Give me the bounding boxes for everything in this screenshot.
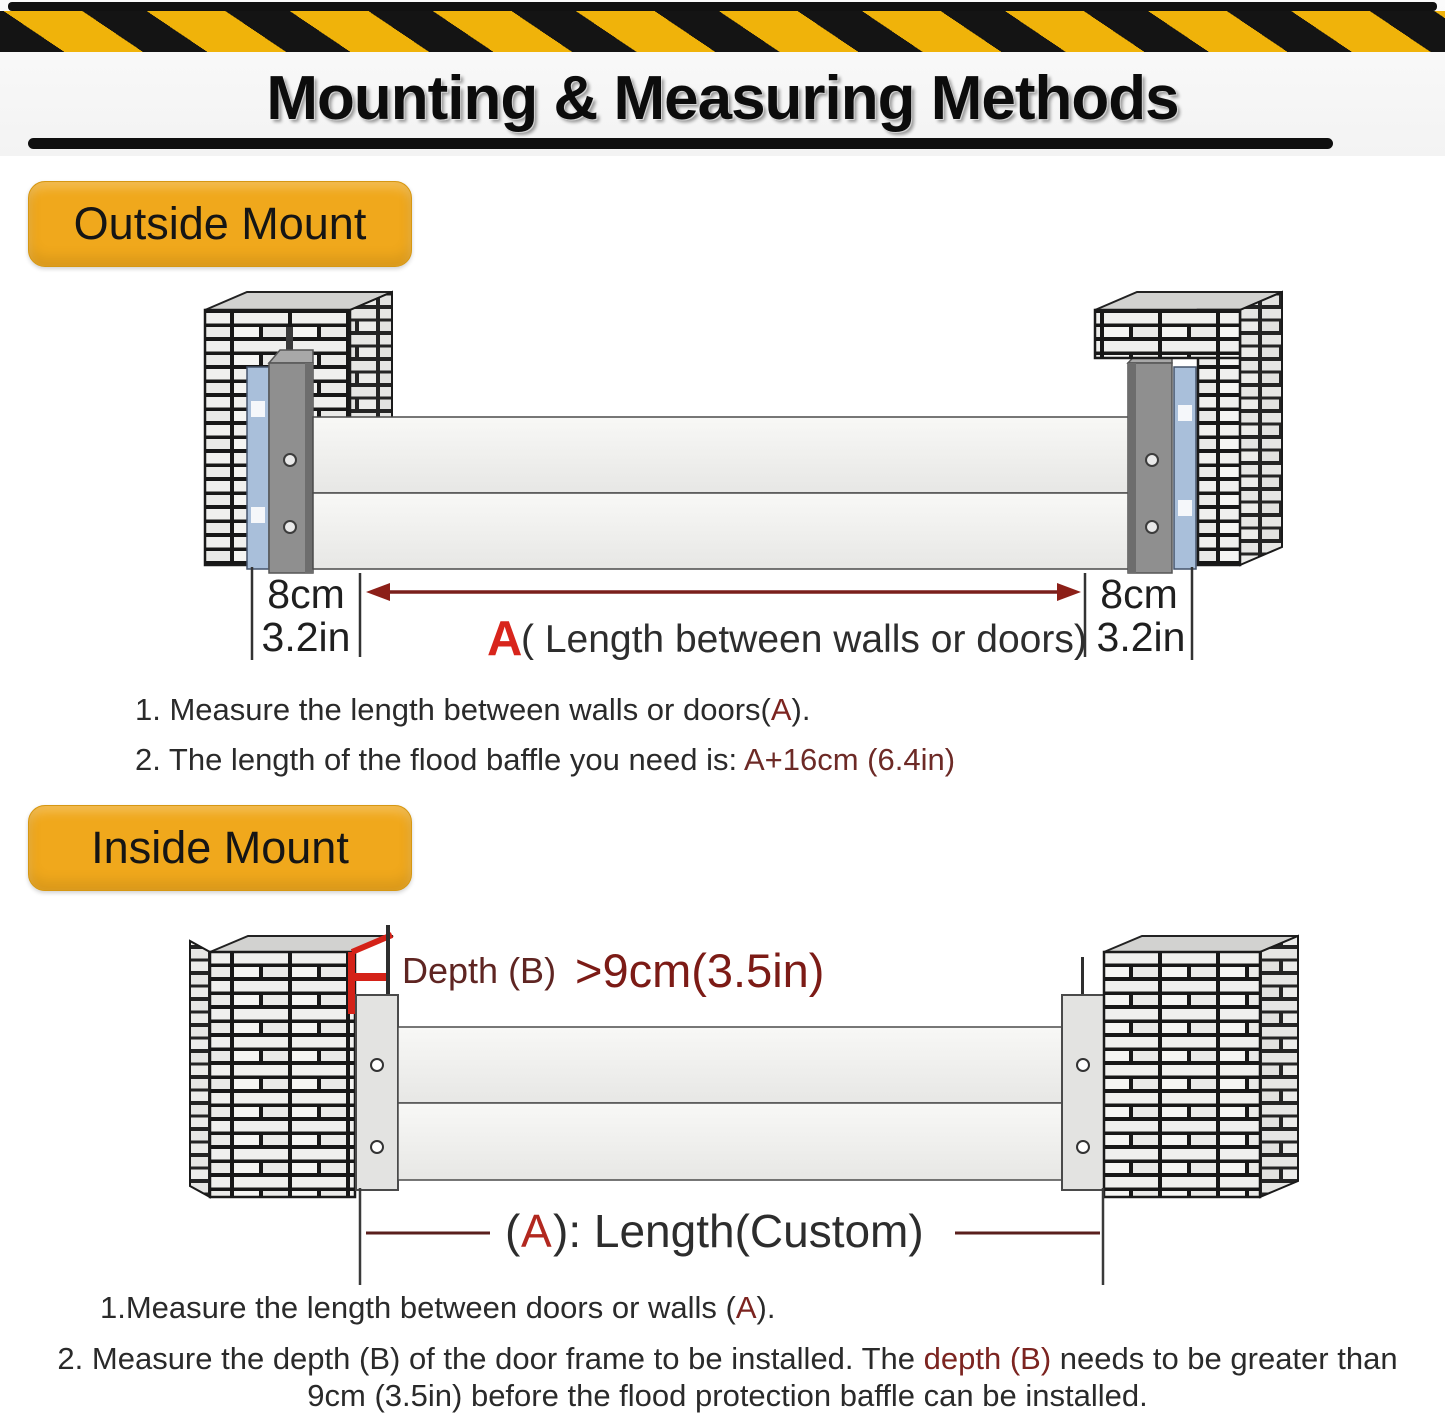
inside-right-mounting-bracket xyxy=(1062,957,1104,1190)
outside-flood-barrier-panels xyxy=(313,417,1129,569)
barrier-panel-top xyxy=(398,1027,1062,1103)
bracket-seal-strip xyxy=(247,367,269,569)
header-top-black-bar xyxy=(8,2,1437,11)
outside-step1-highlight: A xyxy=(770,692,792,727)
inside-step2-end: needs to be greater than 9cm (3.5in) before the flood protection baffle can be installed. xyxy=(307,1341,1398,1414)
inside-dimension-lines xyxy=(360,1188,1103,1285)
inside-flood-barrier-panels xyxy=(398,1027,1062,1180)
inside-step1-highlight: A xyxy=(735,1290,757,1325)
dim-paren-open: ( xyxy=(505,1205,521,1257)
inside-step2-text: 2. Measure the depth (B) of the door frame to be installed. The xyxy=(57,1341,924,1376)
outside-mount-label-text: Outside Mount xyxy=(73,198,367,249)
seal-strip-clip xyxy=(1178,405,1192,421)
bracket-anchor-pin xyxy=(1081,957,1084,995)
screw-hole xyxy=(284,454,296,466)
pillar-side-face xyxy=(1260,936,1298,1197)
dim-caption: ): Length(Custom) xyxy=(553,1205,924,1257)
inside-step1-end: ). xyxy=(756,1290,776,1325)
inside-left-mounting-bracket xyxy=(356,995,398,1190)
dim-a-letter: A xyxy=(487,612,523,666)
dim-arrowhead-left xyxy=(366,583,390,601)
inside-mount-label-text: Inside Mount xyxy=(91,822,349,873)
dim-a-letter: A xyxy=(521,1205,552,1257)
dim-left-cm: 8cm xyxy=(267,571,345,617)
bracket-channel-bar xyxy=(1062,995,1104,1190)
seal-strip-clip xyxy=(251,401,265,417)
seal-strip-clip xyxy=(1178,500,1192,516)
depth-marker-rung xyxy=(348,973,386,981)
screw-hole xyxy=(1146,521,1158,533)
outside-step-1 xyxy=(135,692,810,728)
header-underline xyxy=(28,138,1333,149)
outside-step2-highlight: A+16cm (6.4in) xyxy=(743,742,956,777)
outside-mount-diagram xyxy=(0,255,1445,675)
pillar-brick-face xyxy=(1104,952,1260,1197)
outside-step-2 xyxy=(135,742,955,778)
dim-arrowhead-right xyxy=(1057,583,1081,601)
screw-hole xyxy=(371,1141,383,1153)
barrier-panel-bottom xyxy=(398,1103,1062,1180)
pillar-brick-face xyxy=(1095,310,1240,358)
inside-step2-highlight: depth (B) xyxy=(923,1341,1052,1376)
barrier-panel-bottom xyxy=(313,493,1129,569)
inside-step-1 xyxy=(100,1290,775,1326)
screw-hole xyxy=(1077,1059,1089,1071)
pillar-side-face xyxy=(1240,292,1282,565)
pillar-side-face xyxy=(190,941,210,1197)
inside-step1-text: 1.Measure the length between doors or walls ( xyxy=(100,1290,736,1325)
bracket-seal-strip xyxy=(1174,367,1196,569)
bracket-shadow-edge xyxy=(305,363,313,573)
barrier-panel-top xyxy=(313,417,1129,493)
depth-value: >9cm(3.5in) xyxy=(575,944,825,997)
dim-left-in: 3.2in xyxy=(261,614,351,660)
inside-mount-diagram xyxy=(0,895,1445,1295)
outside-step1-end: ). xyxy=(791,692,811,727)
screw-hole xyxy=(371,1059,383,1071)
inside-mount-label xyxy=(28,805,412,891)
dim-a-caption: ( Length between walls or doors) xyxy=(521,618,1087,661)
hazard-stripe-band xyxy=(0,11,1445,52)
screw-hole xyxy=(1077,1141,1089,1153)
pillar-brick-face xyxy=(210,952,355,1197)
dim-right-in: 3.2in xyxy=(1096,614,1186,660)
page-title: Mounting & Measuring Methods xyxy=(266,63,1179,133)
outside-step1-text: 1. Measure the length between walls or doors( xyxy=(135,692,771,727)
header-banner xyxy=(0,0,1445,156)
seal-strip-clip xyxy=(251,507,265,523)
screw-hole xyxy=(1146,454,1158,466)
dim-right-cm: 8cm xyxy=(1100,571,1178,617)
outside-dimension-lines xyxy=(252,567,1192,666)
inside-right-brick-pillar xyxy=(1104,936,1298,1197)
outside-step2-text: 2. The length of the flood baffle you need is: xyxy=(135,742,744,777)
depth-label: Depth (B) xyxy=(402,950,557,991)
bracket-shadow-edge xyxy=(1128,363,1136,573)
screw-hole xyxy=(284,521,296,533)
bracket-channel-bar xyxy=(356,995,398,1190)
inside-step-2 xyxy=(45,1340,1410,1414)
